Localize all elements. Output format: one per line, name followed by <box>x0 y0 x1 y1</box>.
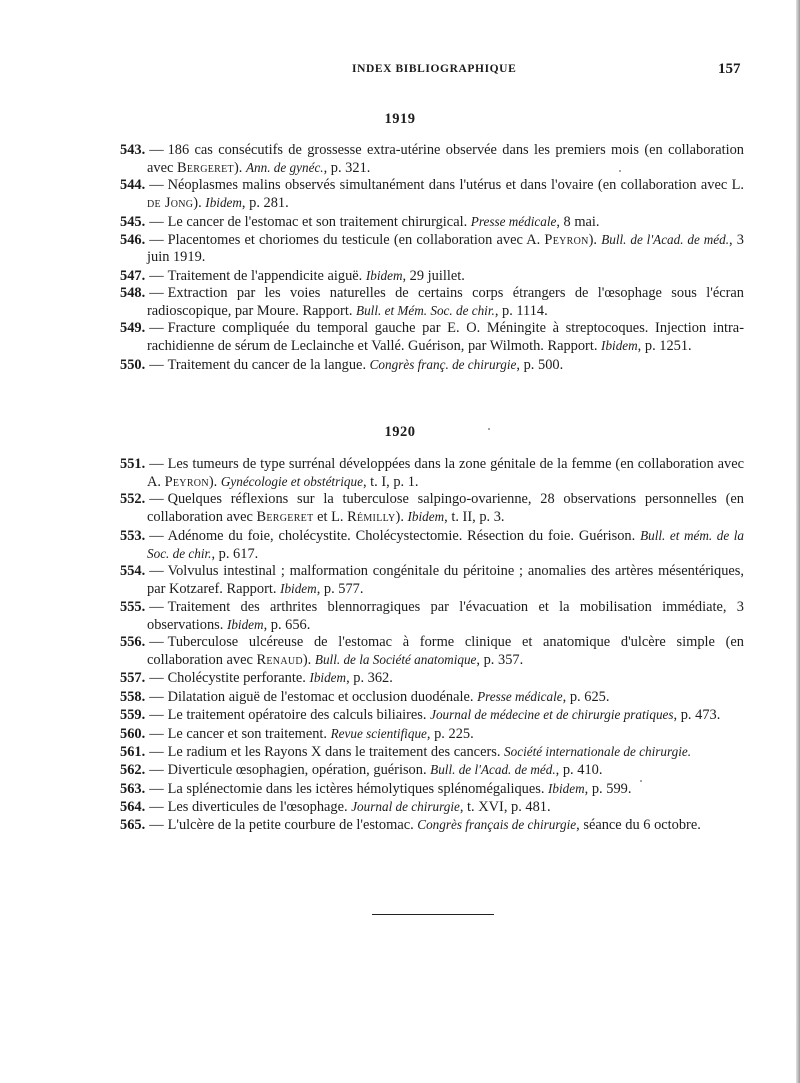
entry-number: 560. <box>120 725 146 742</box>
entry-source: Revue scientifique <box>330 725 427 741</box>
entry-number: 552. <box>120 491 146 508</box>
entries-1920 <box>120 456 744 835</box>
entry-dash: — <box>149 267 164 284</box>
entry-dash: — <box>149 799 164 816</box>
entry-text: , p. 625. <box>562 688 610 705</box>
entry-text: Tuberculose ulcéreuse de l'estomac à forme clinique et anatomique d'ulcère simple (en collaboration avec <box>147 633 744 668</box>
entry-number: 543. <box>120 142 146 158</box>
year-heading-1920: 1920 <box>384 424 416 440</box>
bibliography-entry <box>120 177 744 212</box>
entry-text: Traitement du cancer de la langue. <box>167 356 370 373</box>
entry-text: La splénectomie dans les ictères hémolytiques splénomégaliques. <box>167 780 549 797</box>
scan-speck <box>619 170 621 172</box>
entry-author: Bergeret <box>176 160 234 176</box>
entry-source: Ann. de gynéc. <box>245 160 324 175</box>
entry-number: 558. <box>120 688 146 705</box>
entry-dash: — <box>149 670 164 687</box>
entry-text: Les tumeurs de type surrénal développées dans la zone génitale de la femme (en collaboration avec A. <box>147 456 744 490</box>
bibliography-entry <box>120 320 744 355</box>
entry-author: Rémilly <box>347 509 396 526</box>
entry-text: ). <box>208 474 221 490</box>
entry-text: Le radium et les Rayons X dans le traitement des cancers. <box>167 743 505 760</box>
entry-number: 564. <box>120 799 146 816</box>
entry-source: Congrès français de chirurgie <box>417 817 577 833</box>
entry-source: Bull. de l'Acad. de méd. <box>601 232 730 248</box>
entry-author: Peyron <box>164 474 209 490</box>
entry-dash: — <box>149 213 164 230</box>
entry-dash: — <box>149 688 164 705</box>
bibliography-entry <box>120 688 744 706</box>
page-number: 157 <box>718 61 741 77</box>
entry-dash: — <box>149 725 164 742</box>
entry-source: Ibidem <box>548 780 585 796</box>
entry-number: 545. <box>120 213 146 230</box>
entry-number: 563. <box>120 780 146 797</box>
entry-author: Renaud <box>256 651 303 668</box>
scan-speck <box>640 780 642 782</box>
entry-dash: — <box>149 177 164 194</box>
entry-source: Bull. de la Société anatomique <box>314 651 477 667</box>
entry-dash: — <box>149 142 164 158</box>
entry-text: , 3 juin 1919. <box>147 232 744 266</box>
entry-source: Congrès franç. de chirurgie <box>369 356 517 372</box>
entry-text: , t. II, p. 3. <box>444 509 505 526</box>
entry-text: , p. 281. <box>241 195 289 212</box>
bibliography-entry <box>120 356 744 374</box>
entry-number: 546. <box>120 232 146 249</box>
entry-dash: — <box>149 743 164 760</box>
entry-text: , p. 473. <box>673 707 721 724</box>
entry-source: Ibidem <box>226 616 264 632</box>
running-title: INDEX BIBLIOGRAPHIQUE <box>352 63 517 75</box>
bibliography-entry <box>120 725 744 743</box>
entry-text: , p. 1114. <box>494 302 548 319</box>
bibliography-entry <box>120 761 744 779</box>
bibliography-entry <box>120 491 744 526</box>
entry-text: Les diverticules de l'œsophage. <box>167 799 352 816</box>
entry-text: , p. 357. <box>476 651 524 668</box>
entry-source: Gynécologie et obstétrique <box>220 474 363 489</box>
entry-text: , séance du 6 octobre. <box>576 817 701 834</box>
entry-dash: — <box>149 320 164 337</box>
entry-dash: — <box>149 563 164 580</box>
entry-author: de Jong <box>147 195 194 212</box>
entries-1919 <box>120 142 744 374</box>
entry-text: Adénome du foie, cholécystite. Cholécystectomie. Résection du foie. Guérison. <box>167 527 641 544</box>
bibliography-entry <box>120 563 744 598</box>
entry-dash: — <box>149 284 164 301</box>
entry-number: 553. <box>120 527 146 544</box>
entry-text: , p. 362. <box>346 670 393 687</box>
entry-text: Quelques réflexions sur la tuberculose salpingo-ovarienne, 28 observations personnelles (en collaboration avec <box>147 491 744 526</box>
entry-text: , p. 1251. <box>637 338 692 355</box>
entry-dash: — <box>149 356 164 373</box>
entry-text: , p. 321. <box>323 160 371 176</box>
entry-text: et L. <box>313 509 348 526</box>
entry-text: Traitement de l'appendicite aiguë. <box>167 267 366 284</box>
entry-text: Cholécystite perforante. <box>167 670 310 687</box>
bibliography-entry <box>120 634 744 669</box>
entry-dash: — <box>149 491 164 508</box>
entry-text: L'ulcère de la petite courbure de l'estomac. <box>167 817 418 834</box>
entry-source: Journal de chirurgie <box>351 799 460 815</box>
entry-source: Ibidem <box>601 338 638 354</box>
entry-source: Ibidem <box>407 509 445 525</box>
entry-source: Ibidem <box>365 267 403 283</box>
bibliography-entry <box>120 231 744 266</box>
entry-text: , p. 599. <box>584 780 632 797</box>
entry-number: 556. <box>120 633 146 650</box>
entry-source: Ibidem <box>280 581 317 597</box>
bibliography-entry <box>120 527 744 563</box>
entry-text: Néoplasmes malins observés simultanément dans l'utérus et dans l'ovaire (en collaboration avec L. <box>167 177 744 194</box>
entry-number: 561. <box>120 743 146 760</box>
bibliography-entry <box>120 599 744 634</box>
entry-text: Extraction par les voies naturelles de certains corps étrangers de l'œsophage sous l'écran radioscopique, par Moure. Rapport. <box>147 284 744 319</box>
entry-text: Le cancer de l'estomac et son traitement chirurgical. <box>167 213 471 230</box>
bibliography-entry <box>120 267 744 285</box>
entry-dash: — <box>149 817 164 834</box>
entry-text: ). <box>193 195 206 212</box>
bibliography-entry <box>120 669 744 687</box>
entry-source: Journal de médecine et de chirurgie pratiques <box>430 707 674 723</box>
entry-number: 550. <box>120 356 146 373</box>
entry-text: , 29 juillet. <box>402 267 465 284</box>
entry-number: 554. <box>120 563 146 580</box>
bibliography-entry <box>120 706 744 724</box>
entry-dash: — <box>149 456 164 472</box>
entry-text: ). <box>588 232 602 249</box>
scan-speck <box>488 428 490 430</box>
entry-number: 548. <box>120 284 146 301</box>
entry-number: 544. <box>120 177 146 194</box>
entry-text: , p. 577. <box>316 581 364 598</box>
entry-dash: — <box>149 780 164 797</box>
bibliography-entry <box>120 142 744 177</box>
entry-text: Dilatation aiguë de l'estomac et occlusion duodénale. <box>167 688 478 705</box>
entry-source: Ibidem <box>205 195 242 211</box>
entry-dash: — <box>149 762 164 779</box>
entry-author: Peyron <box>544 232 589 249</box>
entry-author: Bergeret <box>256 509 314 526</box>
entry-number: 555. <box>120 598 146 615</box>
entry-text: , t. I, p. 1. <box>362 474 419 490</box>
entry-number: 549. <box>120 320 146 337</box>
end-rule <box>372 914 494 915</box>
entry-text: Traitement des arthrites blennorragiques par l'évacuation et la mobilisation immédiate, 3 observations. <box>147 598 744 633</box>
entry-source: Bull. et mém. de la Soc. de chir. <box>147 527 744 561</box>
entry-text: , p. 656. <box>263 616 311 633</box>
bibliography-entry <box>120 213 744 231</box>
entry-dash: — <box>149 598 164 615</box>
entry-text: Diverticule œsophagien, opération, guérison. <box>167 762 431 779</box>
entry-text: , p. 500. <box>516 356 564 373</box>
entry-dash: — <box>149 633 164 650</box>
entry-text: ). <box>233 160 246 176</box>
entry-dash: — <box>149 707 164 724</box>
entry-text: , t. XVI, p. 481. <box>459 799 551 816</box>
entry-text: Le traitement opératoire des calculs biliaires. <box>167 707 431 724</box>
entry-text: 186 cas consécutifs de grossesse extra-utérine observée dans les premiers mois (en collaboration avec <box>147 142 744 176</box>
entry-dash: — <box>149 527 164 544</box>
entry-text: , p. 410. <box>555 762 603 779</box>
bibliography-entry <box>120 285 744 320</box>
entry-source: Bull. et Mém. Soc. de chir. <box>356 302 495 318</box>
entry-text: Fracture compliquée du temporal gauche par E. O. Méningite à streptocoques. Injection intra-rachidienne de sérum de Leclainche et Vallé. Guérison, par Wilmoth. Rapport. <box>147 320 744 355</box>
entry-number: 559. <box>120 707 146 724</box>
entry-text: Le cancer et son traitement. <box>167 725 331 742</box>
entry-number: 551. <box>120 456 146 472</box>
year-heading-1919: 1919 <box>384 111 416 127</box>
bibliography-entry <box>120 780 744 798</box>
entry-source: Ibidem <box>309 670 347 686</box>
page-gutter-shadow <box>796 0 800 1083</box>
entry-text: Volvulus intestinal ; malformation congénitale du péritoine ; anomalies des artères mésentériques, par Kotzaref. Rapport. <box>147 563 744 598</box>
entry-number: 557. <box>120 670 146 687</box>
bibliography-entry <box>120 456 744 491</box>
entry-text: , p. 225. <box>426 725 474 742</box>
entry-number: 562. <box>120 762 146 779</box>
entry-source: Société internationale de chirurgie. <box>504 743 692 759</box>
entry-text: ). <box>395 509 408 526</box>
entry-source: Presse médicale <box>470 213 557 229</box>
entry-number: 565. <box>120 817 146 834</box>
entry-source: Presse médicale <box>477 688 563 704</box>
entry-text: ). <box>302 651 315 668</box>
entry-text: , p. 617. <box>211 545 259 562</box>
bibliography-entry <box>120 743 744 761</box>
entry-text: , 8 mai. <box>556 213 600 230</box>
entry-source: Bull. de l'Acad. de méd. <box>430 762 556 778</box>
bibliography-entry <box>120 798 744 816</box>
entry-dash: — <box>149 232 164 249</box>
entry-text: Placentomes et choriomes du testicule (en collaboration avec A. <box>167 232 545 249</box>
bibliography-entry <box>120 816 744 834</box>
running-head <box>0 63 800 81</box>
entry-number: 547. <box>120 267 146 284</box>
